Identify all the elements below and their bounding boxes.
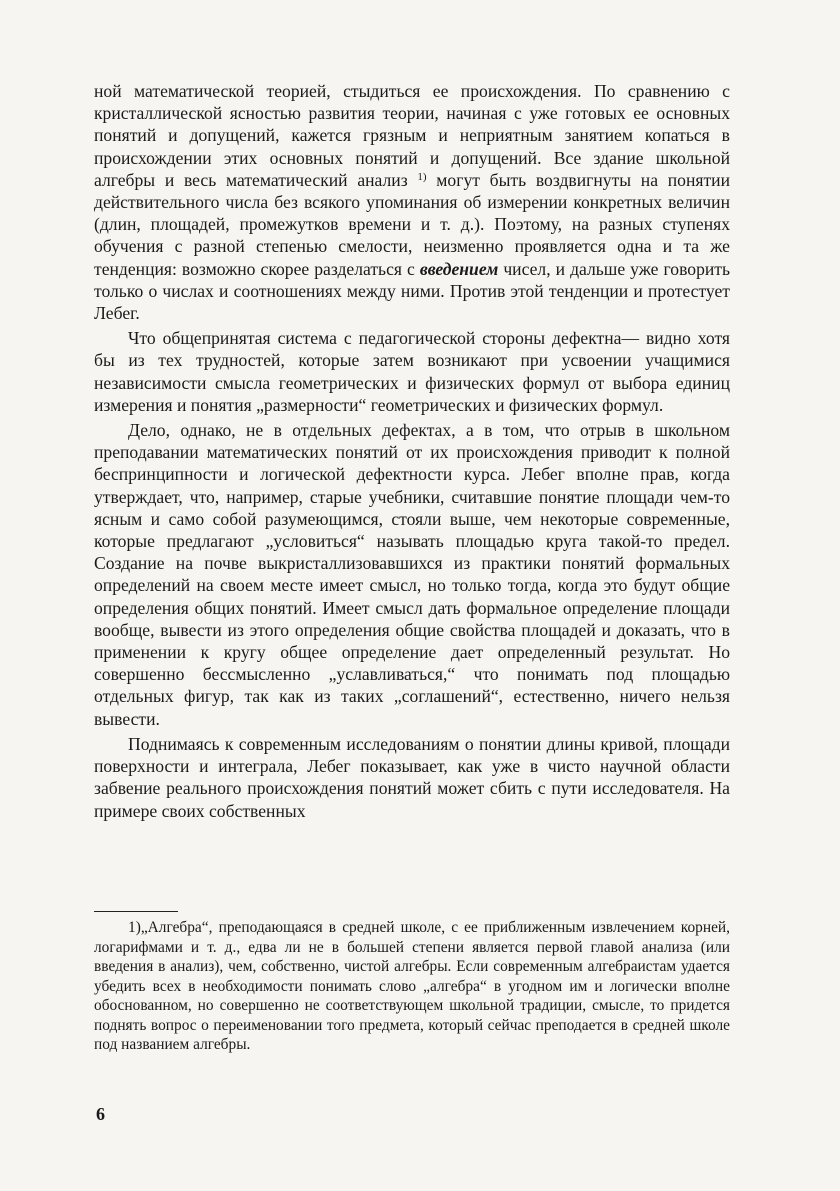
paragraph-4: Поднимаясь к современным исследованиям о понятии длины кривой, площади поверхности и интеграла, Лебег показывает, как уже в чисто научной области забвение реального происхождения понятий может сбить с пути исследователя. На примере своих собственных bbox=[94, 733, 730, 821]
emphasized-word: введением bbox=[419, 258, 499, 279]
page-number: 6 bbox=[96, 1104, 105, 1124]
footnote-text: „Алгебра“, преподающаяся в средней школе, с ее приближенным извлечением корней, логарифмами и т. д., едва ли не в большей степени является первой главой анализа (или введения в анализ), чем, собственно, чистой алгебры. Если современным алгебраистам удается убедить всех в необходимости понимать слово „алгебра“ в угодном им и логически вполне обоснованном, но совершенно не соответствующем школьной традиции, смысле, то придется поднять вопрос о переименовании того предмета, который сейчас преподается в средней школе под названием алгебры. bbox=[94, 919, 730, 1053]
paragraph-1 bbox=[94, 80, 730, 324]
paragraph-1-text-a: ной математической теорией, стыдиться ее происхождения. По сравнению с кристаллической ясностью развития теории, начиная с уже готовых ее основных понятий и допущений, кажется грязным и неприятным занятием копаться в происхождении этих основных понятий и допущений. Все здание школьной алгебры и весь математический анализ bbox=[94, 81, 730, 190]
paragraph-1-text-c: чисел, и дальше уже говорить только о числах и соотношениях между ними. Против этой тенденции и протестует Лебег. bbox=[94, 258, 731, 324]
paragraph-1-text-b: могут быть воздвигнуты на понятии действительного числа без всякого упоминания об измерении конкретных величин (длин, площадей, промежутков времени и т. д.). Поэтому, на разных ступенях обучения с разной степенью смелости, неизменно проявляется одна и та же тенденция: возможно скорее разделаться с bbox=[94, 169, 730, 279]
footnote-divider bbox=[94, 911, 178, 912]
footnote-marker: 1) bbox=[128, 919, 141, 936]
footnote-reference: 1) bbox=[417, 170, 427, 183]
paragraph-2: Что общепринятая система с педагогической стороны дефектна— видно хотя бы из тех трудностей, которые затем возникают при усвоении учащимися независимости смысла геометрических и физических формул от выбора единиц измерения и понятия „размерности“ геометрических и физических формул. bbox=[94, 328, 730, 415]
paragraph-3: Дело, однако, не в отдельных дефектах, а в том, что отрыв в школьном преподавании математических понятий от их происхождения приводит к полной беспринципности и логической дефектности курса. Лебег вполне прав, когда утверждает, что, например, старые учебники, считавшие понятие площади чем-то ясным и само собой разумеющимся, стояли выше, чем некоторые современные, которые предлагают „условиться“ называть площадью круга такой-то предел. Создание на почве выкристаллизовавшихся из практики понятий формальных определений на своем месте имеет смысл, но только тогда, когда это будут общие определения общих понятий. Имеет смысл дать формальное определение площади вообще, вывести из этого определения общие свойства площадей и доказать, что в применении к кругу общее определение дает определенный результат. Но совершенно бессмысленно „уславливаться,“ что понимать под площадью отдельных фигур, так как из таких „соглашений“, естественно, ничего нельзя вывести. bbox=[94, 420, 730, 729]
footnote bbox=[94, 918, 730, 1055]
body-text bbox=[94, 80, 730, 822]
